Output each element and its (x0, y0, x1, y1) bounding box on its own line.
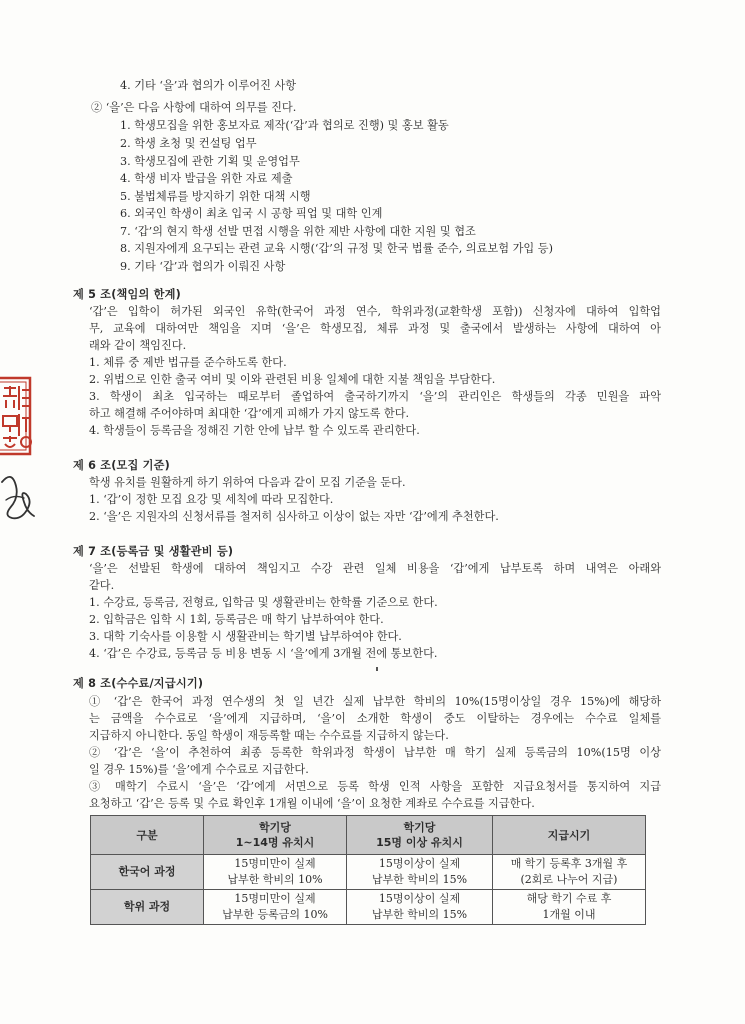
article4-clause2-item: 5. 불법체류를 방지하기 위한 대책 시행 (120, 190, 311, 203)
article4-clause2-item: 4. 학생 비자 발급을 위한 자료 제출 (120, 172, 293, 185)
header-col1 (204, 816, 347, 855)
article6-item: 1. ‘갑’이 정한 모집 요강 및 세칙에 따라 모집한다. (89, 493, 334, 506)
article5-title: 제 5 조(책임의 한계) (73, 288, 181, 301)
table-cell (347, 890, 493, 925)
header-col1-line1: 학기당 (259, 821, 291, 834)
stray-mark (376, 667, 378, 671)
article4-item4: 4. 기타 ‘을’과 협의가 이루어진 사항 (120, 79, 297, 92)
article5-item: 4. 학생들이 등록금을 정해진 기한 안에 납부 할 수 있도록 관리한다. (89, 424, 420, 437)
article7-title: 제 7 조(등록금 및 생활관비 등) (73, 545, 234, 558)
table-cell (347, 855, 493, 890)
article5-item: 3. 학생이 최초 입국하는 때로부터 졸업하여 출국하기까지 ‘을’의 관리인은 학생들의 각종 민원을 파악 (89, 390, 661, 403)
table-row (91, 855, 646, 890)
header-col2-line1: 학기당 (403, 821, 436, 834)
header-col3: 지급시기 (493, 816, 646, 855)
official-seal-icon (0, 376, 34, 456)
article4-clause2-item: 6. 외국인 학생이 최초 입국 시 공항 픽업 및 대학 인계 (120, 207, 383, 220)
table-cell (204, 855, 347, 890)
cell-line: (2회로 나누어 지급) (520, 873, 618, 886)
article7-intro-line: 같다. (89, 579, 115, 592)
article8-line: 일 경우 15%)를 ‘을’에게 수수료로 지급한다. (89, 763, 309, 776)
article7-item: 2. 입학금은 입학 시 1회, 등록금은 매 학기 납부하여야 한다. (89, 613, 384, 626)
cell-line: 1개월 이내 (542, 908, 596, 921)
header-col2 (347, 816, 493, 855)
cell-line: 15명이상이 실제 (378, 892, 461, 905)
article8-line: 요청하고 ‘갑’은 등록 및 수료 확인후 1개월 이내에 ‘을’이 요청한 계좌로 수수료를 지급한다. (89, 797, 535, 810)
cell-line: 해당 학기 수료 후 (526, 892, 612, 905)
article8-line: ③ 매학기 수료시 ‘을’은 ‘갑’에게 서면으로 등록 학생 인적 사항을 포함한 지급요청서를 통지하여 지급 (89, 780, 661, 793)
article8-line: 는 금액을 수수료로 ‘을’에게 지급하며, ‘을’이 소개한 학생이 중도 이탈하는 경우에는 수수료 일체를 (89, 712, 661, 725)
table-cell (204, 890, 347, 925)
article5-intro-line: ‘갑’은 입학이 허가된 외국인 유학(한국어 과정 연수, 학위과정(교환학생 포함)) 신청자에 대하여 입학업 (89, 305, 661, 318)
cell-line: 납부한 학비의 15% (371, 908, 468, 921)
article6-title: 제 6 조(모집 기준) (73, 459, 170, 472)
article4-clause2-item: 7. ‘갑’의 현지 학생 선발 면접 시행을 위한 제반 사항에 대한 지원 및 협조 (120, 225, 476, 238)
cell-line: 납부한 학비의 15% (371, 873, 468, 886)
article4-clause2-item: 2. 학생 초청 및 컨설팅 업무 (120, 137, 257, 150)
article8-line: 지급하지 아니한다. 동일 학생이 재등록할 때는 수수료를 지급하지 않는다. (89, 729, 449, 742)
article8-line: ① ‘갑’은 한국어 과정 연수생의 첫 일 년간 실제 납부한 학비의 10%(15명이상일 경우 15%)에 해당하 (89, 695, 661, 708)
article4-clause2-item: 8. 지원자에게 요구되는 관련 교육 시행(‘갑’의 규정 및 한국 법률 준수, 의료보험 가입 등) (120, 242, 553, 255)
fee-table (90, 815, 646, 925)
article6-intro: 학생 유치를 원활하게 하기 위하여 다음과 같이 모집 기준을 둔다. (89, 476, 406, 489)
fee-table-header-row (91, 816, 646, 855)
article6-item: 2. ‘을’은 지원자의 신청서류를 철저히 심사하고 이상이 없는 자만 ‘갑’에게 추천한다. (89, 510, 499, 523)
article4-clause2-intro: ② ‘을’은 다음 사항에 대하여 의무를 진다. (91, 101, 297, 114)
article7-intro-line: ‘을’은 선발된 학생에 대하여 책임지고 수강 관련 일체 비용을 ‘갑’에게 납부토록 하며 내역은 아래와 (89, 562, 661, 575)
header-col1-line2: 1~14명 유치시 (235, 836, 315, 849)
cell-line: 15명이상이 실제 (378, 857, 461, 870)
article7-item: 3. 대학 기숙사를 이용할 시 생활관비는 학기별 납부하여야 한다. (89, 630, 402, 643)
article5-item: 하고 해결해 주어야하며 최대한 ‘갑’에게 피해가 가지 않도록 한다. (89, 407, 410, 420)
article8-line: ② ‘갑’은 ‘을’이 추천하여 최종 등록한 학위과정 학생이 납부한 매 학기 실제 등록금의 10%(15명 이상 (89, 746, 661, 759)
article4-clause2-item: 1. 학생모집을 위한 홍보자료 제작(‘갑’과 협의로 진행) 및 홍보 활동 (120, 119, 449, 132)
table-row (91, 890, 646, 925)
row-label-degree-course: 학위 과정 (91, 890, 204, 925)
article4-clause2-item: 9. 기타 ‘갑’과 협의가 이뤄진 사항 (120, 260, 286, 273)
cell-line: 15명미만이 실제 (234, 857, 316, 870)
cell-line: 납부한 등록금의 10% (222, 908, 328, 921)
cell-line: 15명미만이 실제 (234, 892, 316, 905)
header-category: 구분 (91, 816, 204, 855)
cell-line: 납부한 학비의 10% (227, 873, 323, 886)
article4-clause2-item: 3. 학생모집에 관한 기획 및 운영업무 (120, 155, 300, 168)
article5-intro-line: 무, 교육에 대하여만 책임을 지며 ‘을’은 학생모집, 체류 과정 및 출국에서 발생하는 사항에 대하여 아 (89, 322, 661, 335)
header-col2-line2: 15명 이상 유치시 (376, 836, 463, 849)
article7-item: 1. 수강료, 등록금, 전형료, 입학금 및 생활관비는 한학률 기준으로 한다. (89, 596, 438, 609)
handwritten-signature (0, 462, 36, 532)
article5-item: 2. 위법으로 인한 출국 여비 및 이와 관련된 비용 일체에 대한 지불 책임을 부담한다. (89, 373, 496, 386)
article8-title: 제 8 조(수수료/지급시기) (73, 677, 204, 690)
table-cell (493, 855, 646, 890)
article5-intro-line: 래와 같이 책임진다. (89, 339, 187, 352)
cell-line: 매 학기 등록후 3개월 후 (510, 857, 628, 870)
row-label-korean-course: 한국어 과정 (91, 855, 204, 890)
table-cell (493, 890, 646, 925)
article7-item: 4. ‘갑’은 수강료, 등록금 등 비용 변동 시 ‘을’에게 3개월 전에 통보한다. (89, 647, 438, 660)
article5-item: 1. 체류 중 제반 법규를 준수하도록 한다. (89, 356, 287, 369)
